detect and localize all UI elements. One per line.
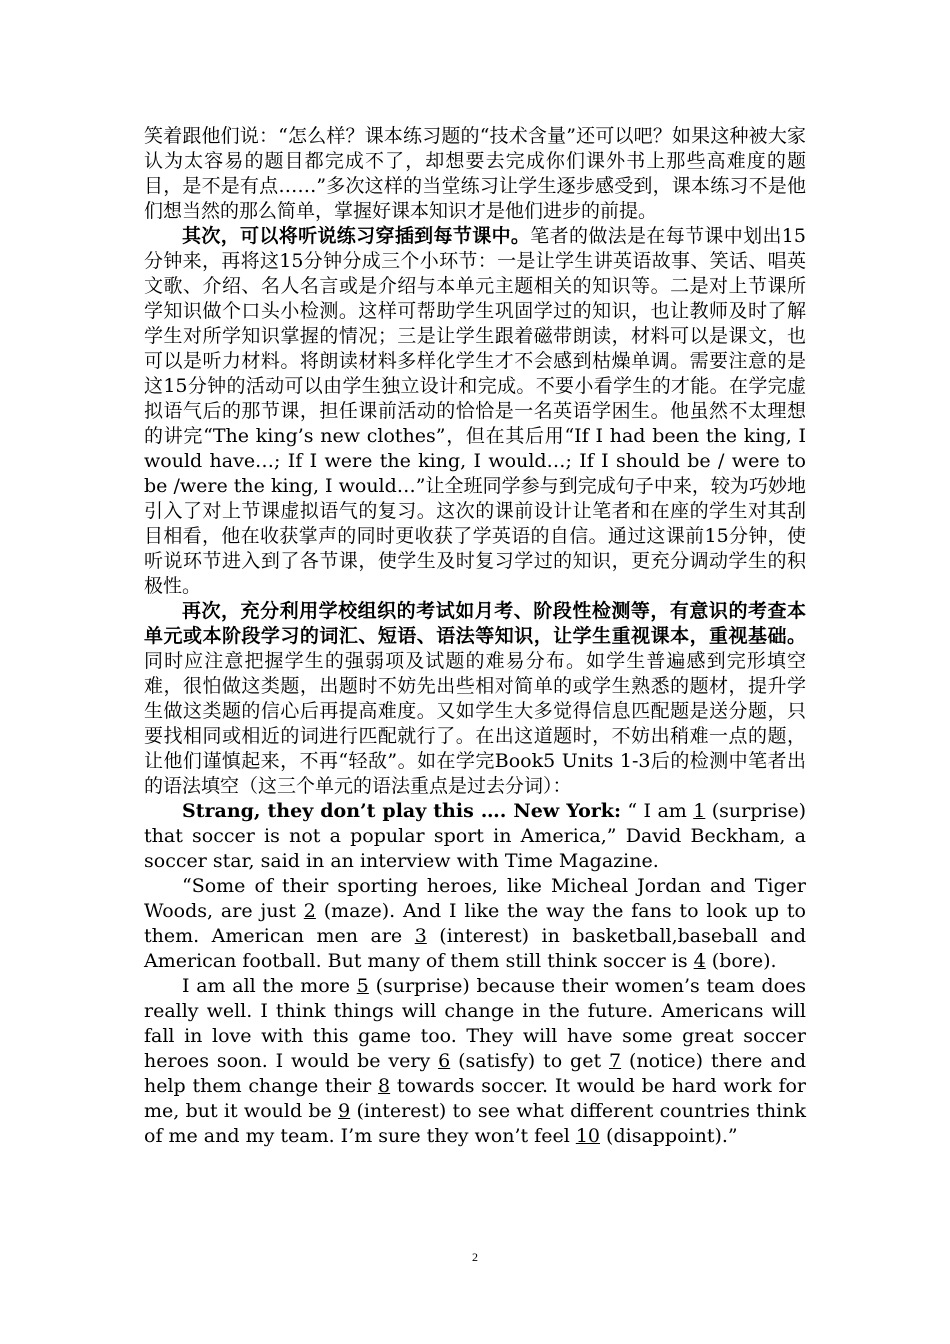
exercise-text: (disappoint).”	[600, 1125, 738, 1147]
blank-number: 1	[693, 800, 706, 822]
paragraph-3-text: 同时应注意把握学生的强弱项及试题的难易分布。如学生普遍感到完形填空难，很怕做这类题，出题时不妨先出些相对简单的或学生熟悉的题材，提升学生做这类题的信心后再提高难度。又如学生大多觉得信息匹配题是送分题，只要找相同或相近的词进行匹配就行了。在出这道题时，不妨出稍难一点的题，让他们谨慎起来，不再“轻敌”。如在学完Book5 Units 1-3后的检测中笔者出的语法填空（这三个单元的语法重点是过去分词）：	[144, 650, 806, 797]
blank-number: 9	[338, 1100, 351, 1122]
exercise-text: “ I am	[620, 800, 694, 822]
blank-number: 10	[575, 1125, 600, 1147]
paragraph-3-heading: 再次，充分利用学校组织的考试如月考、阶段性检测等，有意识的考查本单元或本阶段学习的词汇、短语、语法等知识，让学生重视课本，重视基础。	[144, 600, 806, 647]
blank-number: 7	[608, 1050, 622, 1072]
blank-number: 3	[414, 925, 427, 947]
blank-number: 2	[303, 900, 316, 922]
exercise-paragraph-2	[144, 874, 806, 974]
exercise-text: (maze). And I like the way the fans to look up to them. American men are	[144, 900, 806, 947]
exercise-text: “Some of their sporting heroes, like Micheal Jordan and Tiger Woods, are just	[144, 875, 806, 922]
exercise-text: (interest) in basketball,baseball and American football. But many of them still think soccer is	[144, 925, 806, 972]
blank-number: 6	[438, 1050, 451, 1072]
paragraph-2-heading: 其次，可以将听说练习穿插到每节课中。	[182, 225, 531, 247]
paragraph-3	[144, 599, 806, 799]
exercise-paragraph-1	[144, 799, 806, 874]
blank-number: 5	[356, 975, 369, 997]
paragraph-2-text: 笔者的做法是在每节课中划出15分钟来，再将这15分钟分成三个小环节：一是让学生讲英语故事、笑话、唱英文歌、介绍、名人名言或是介绍与本单元主题相关的知识等。二是对上节课所学知识做个口头小检测。这样可帮助学生巩固学过的知识，也让教师及时了解学生对所学知识掌握的情况；三是让学生跟着磁带朗读，材料可以是课文，也可以是听力材料。将朗读材料多样化学生才不会感到枯燥单调。需要注意的是这15分钟的活动可以由学生独立设计和完成。不要小看学生的才能。在学完虚拟语气后的那节课，担任课前活动的恰恰是一名英语学困生。他虽然不太理想的讲完“The king’s new clothes”，但在其后用“If I had been the king, I would have…; If I were the king, I would…; If I should be / were to be /were the king, I would…”让全班同学参与到完成句子中来，较为巧妙地引入了对上节课虚拟语气的复习。这次的课前设计让笔者和在座的学生对其刮目相看，他在收获掌声的同时更收获了学英语的自信。通过这课前15分钟，使听说环节进入到了各节课，使学生及时复习学过的知识，更充分调动学生的积极性。	[144, 225, 806, 597]
paragraph-2	[144, 224, 806, 599]
blank-number: 8	[378, 1075, 391, 1097]
exercise-text: (bore).	[705, 950, 777, 972]
paragraph-1: 笑着跟他们说：“怎么样？课本练习题的“技术含量”还可以吧？如果这种被大家认为太容易的题目都完成不了，却想要去完成你们课外书上那些高难度的题目，是不是有点……”多次这样的当堂练习让学生逐步感受到，课本练习不是他们想当然的那么简单，掌握好课本知识才是他们进步的前提。	[144, 125, 806, 222]
document-body	[144, 124, 806, 1149]
exercise-text: (satisfy) to get	[450, 1050, 609, 1072]
exercise-text: (notice) there and help them change their	[144, 1050, 806, 1097]
exercise-text: I am all the more	[182, 975, 357, 997]
exercise-text: (surprise) that soccer is not a popular sport in America,” David Beckham, a soccer star, said in an interview with Time Magazine.	[144, 800, 806, 872]
exercise-text: towards soccer. It would be hard work for me, but it would be	[144, 1075, 806, 1122]
exercise-text: (interest) to see what different countries think of me and my team. I’m sure they won’t feel	[144, 1100, 806, 1147]
exercise-paragraph-3	[144, 974, 806, 1149]
exercise-text: (surprise) because their women’s team does really well. I think things will change in the future. Americans will fall in love with this game too. They will have some great soccer heroes soon. I would be very	[144, 975, 806, 1072]
page-number: 2	[472, 1250, 478, 1264]
exercise-title: Strang, they don’t play this …. New York:	[182, 800, 621, 822]
blank-number: 4	[693, 950, 706, 972]
